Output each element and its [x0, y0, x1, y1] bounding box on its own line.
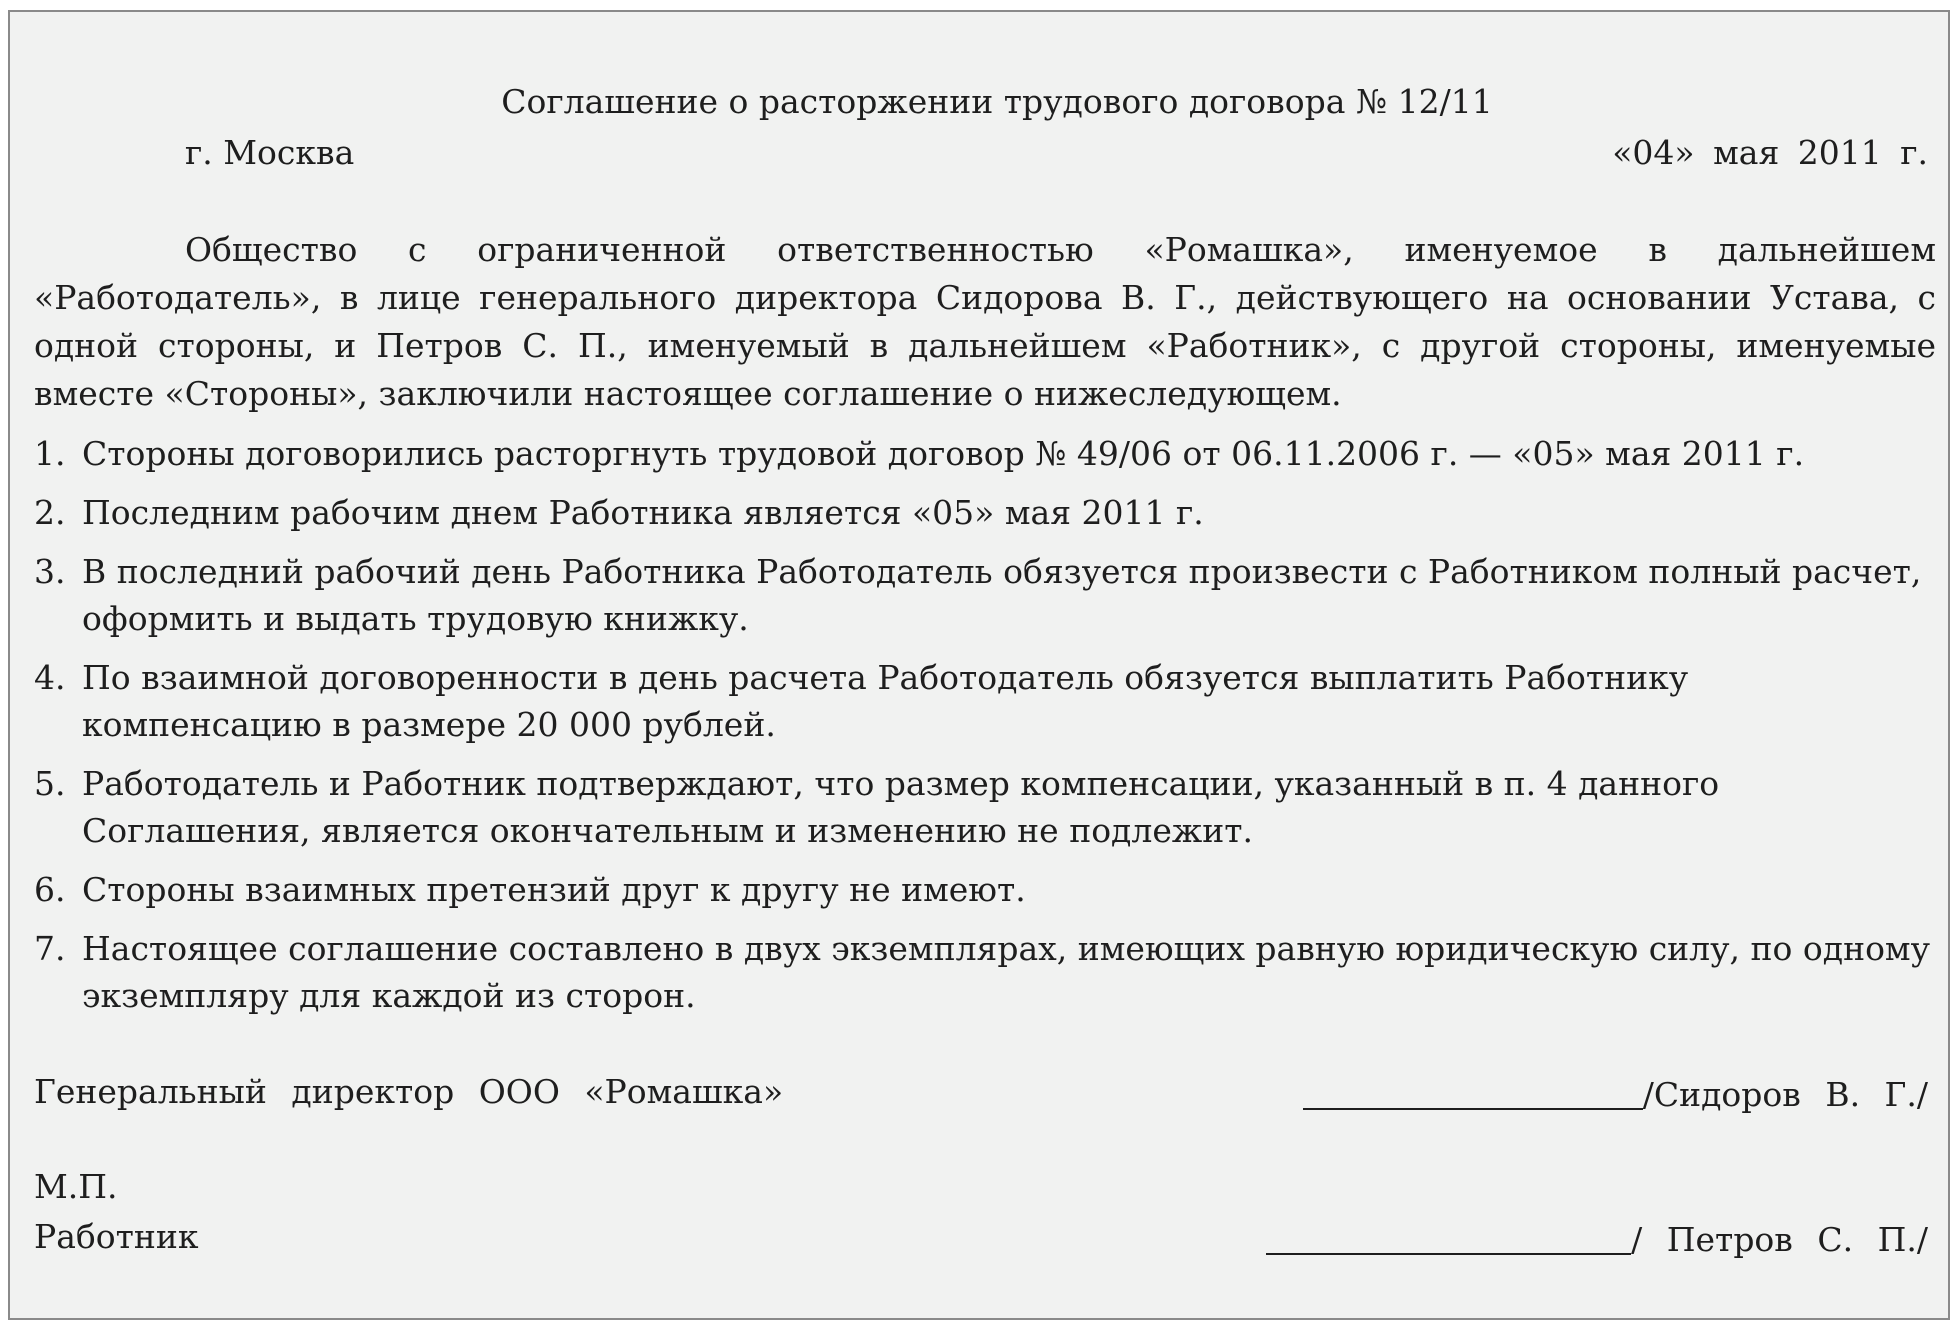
clause-number: 2. [34, 493, 66, 532]
document-date: «04» мая 2011 г. [1612, 133, 1928, 172]
clause-number: 1. [34, 434, 66, 473]
clause-text: Стороны взаимных претензий друг к другу не имеют. [82, 870, 1026, 909]
worker-signature-label: Работник [34, 1217, 199, 1256]
clause-number: 6. [34, 870, 66, 909]
director-signature-label: Генеральный директор ООО «Ромашка» [34, 1072, 784, 1111]
clause-text: По взаимной договоренности в день расчета Работодатель обязуется выплатить Работнику компенсацию в размере 20 000 рублей. [82, 658, 1689, 744]
preamble-paragraph: Общество с ограниченной ответственностью «Ромашка», именуемое в дальнейшем «Работодатель», в лице генерального директора Сидорова В. Г., действующего на основании Устава, с одной стороны, и Петров С. П., именуемый в дальнейшем «Работник», с другой стороны, именуемые вместе «Стороны», заключили настоящее соглашение о нижеследующем. [34, 230, 1936, 413]
clause-5 [34, 760, 1936, 854]
clause-4 [34, 654, 1936, 748]
clauses-list [34, 430, 1936, 1031]
document-page [8, 10, 1950, 1320]
clause-1 [34, 430, 1936, 477]
document-city: г. Москва [185, 133, 355, 172]
clause-text: В последний рабочий день Работника Работодатель обязуется произвести с Работником полный расчет, оформить и выдать трудовую книжку. [82, 552, 1922, 638]
clause-3 [34, 548, 1936, 642]
clause-number: 4. [34, 658, 66, 697]
clause-number: 3. [34, 552, 66, 591]
clause-6 [34, 866, 1936, 913]
clause-2 [34, 489, 1936, 536]
director-name: /Сидоров В. Г./ [1642, 1075, 1928, 1114]
worker-name: / Петров С. П./ [1631, 1220, 1928, 1259]
clause-text: Последним рабочим днем Работника является «05» мая 2011 г. [82, 493, 1204, 532]
clause-text: Стороны договорились расторгнуть трудовой договор № 49/06 от 06.11.2006 г. — «05» мая 2011 г. [82, 434, 1805, 473]
director-signature-block [1303, 1072, 1928, 1114]
worker-signature-line [1266, 1217, 1631, 1255]
document-title: Соглашение о расторжении трудового договора № 12/11 [501, 82, 1493, 121]
clause-number: 5. [34, 764, 66, 803]
clause-7 [34, 925, 1936, 1019]
stamp-placeholder: М.П. [34, 1167, 118, 1206]
clause-text: Работодатель и Работник подтверждают, что размер компенсации, указанный в п. 4 данного Соглашения, является окончательным и изменению не подлежит. [82, 764, 1720, 850]
worker-signature-block [1266, 1217, 1928, 1259]
clause-number: 7. [34, 929, 66, 968]
clause-text: Настоящее соглашение составлено в двух экземплярах, имеющих равную юридическую силу, по одному экземпляру для каждой из сторон. [82, 929, 1931, 1015]
director-signature-line [1303, 1072, 1643, 1110]
